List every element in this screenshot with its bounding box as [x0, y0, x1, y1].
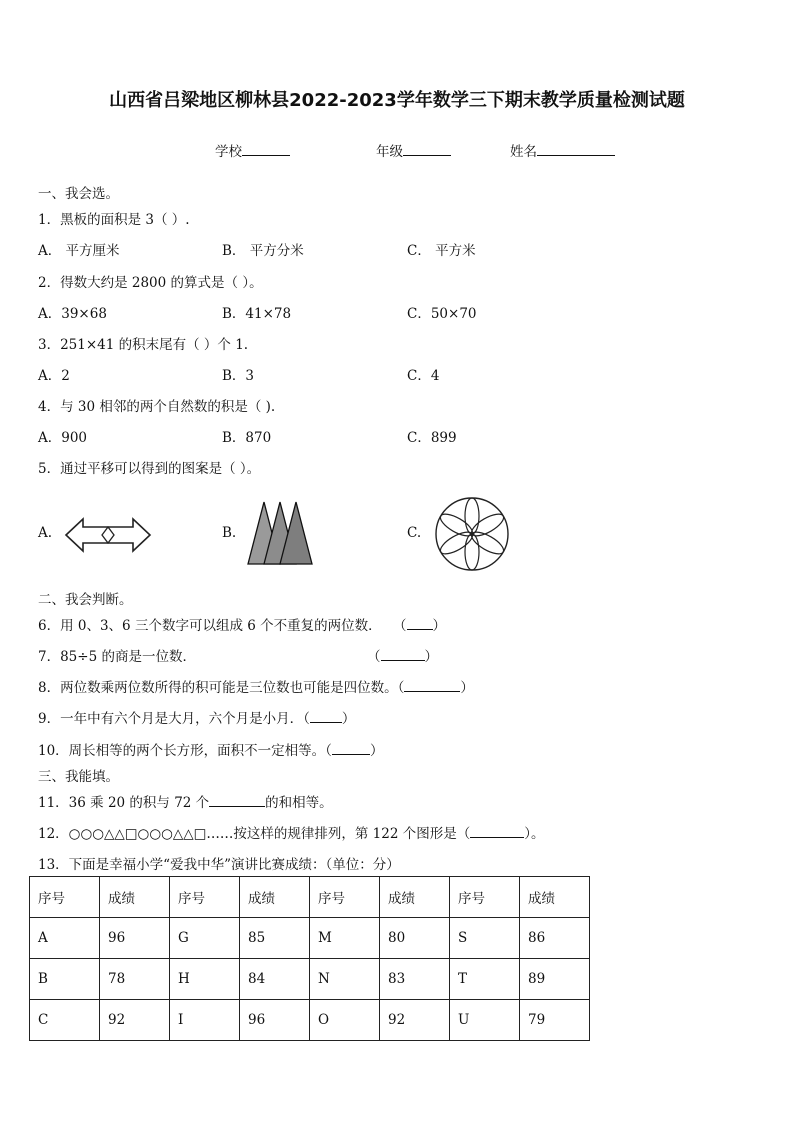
table-cell: A [30, 918, 100, 959]
q3-stem: 3．251×41 的积末尾有（ ）个 1. [38, 337, 249, 353]
table-cell: M [310, 918, 380, 959]
q12-text [38, 822, 545, 842]
q7-paren-right: ） [424, 649, 438, 665]
q4-option-c[interactable]: C．899 [407, 430, 457, 446]
table-header-cell: 成绩 [240, 877, 310, 918]
table-cell: G [170, 918, 240, 959]
table-cell: 84 [240, 959, 310, 1000]
q9-text [38, 707, 355, 727]
school-label: 学校 [215, 144, 242, 160]
q3-option-c[interactable]: C．4 [407, 368, 440, 384]
q11-text [38, 791, 333, 811]
q6-paren-left: （ [393, 618, 407, 634]
table-cell: H [170, 959, 240, 1000]
q4-stem: 4．与 30 相邻的两个自然数的积是（ ). [38, 399, 276, 415]
q8-blank[interactable] [404, 677, 460, 692]
table-cell: 78 [100, 959, 170, 1000]
q5-option-c[interactable]: C. [407, 525, 422, 541]
q4-option-b[interactable]: B．870 [222, 430, 272, 446]
grade-field[interactable] [376, 140, 451, 160]
q1-stem: 1．黑板的面积是 3（ ）. [38, 212, 190, 228]
q6-blank[interactable] [407, 615, 433, 630]
q13-stem: 13．下面是幸福小学“爱我中华”演讲比赛成绩：（单位：分） [38, 857, 400, 873]
table-cell: I [170, 1000, 240, 1041]
q9-text-main: 9．一年中有六个月是大月，六个月是小月．（ [38, 711, 310, 727]
q6-paren-right: ） [432, 618, 446, 634]
table-cell: 79 [520, 1000, 590, 1041]
table-cell: T [450, 959, 520, 1000]
table-header-cell: 序号 [450, 877, 520, 918]
q7-blank[interactable] [381, 646, 425, 661]
q11-text-b: 的和相等。 [265, 795, 333, 811]
scores-table [29, 876, 590, 1041]
q7-text: 7．85÷5 的商是一位数． [38, 649, 196, 665]
grade-blank[interactable] [403, 141, 451, 156]
table-header-cell: 成绩 [380, 877, 450, 918]
school-blank[interactable] [242, 141, 290, 156]
q1-option-b[interactable]: B． 平方分米 [222, 243, 304, 259]
table-cell: 92 [380, 1000, 450, 1041]
school-field[interactable] [215, 140, 290, 160]
table-cell: 85 [240, 918, 310, 959]
q5-option-b[interactable]: B. [222, 525, 237, 541]
grade-label: 年级 [376, 144, 403, 160]
table-header-cell: 成绩 [520, 877, 590, 918]
table-cell: U [450, 1000, 520, 1041]
name-field[interactable] [510, 140, 615, 160]
q10-text-main: 10．周长相等的两个长方形，面积不一定相等。（ [38, 743, 332, 759]
q8-text [38, 676, 474, 696]
table-cell: 89 [520, 959, 590, 1000]
table-header-cell: 成绩 [100, 877, 170, 918]
section-1-heading: 一、我会选。 [38, 186, 119, 202]
table-cell: B [30, 959, 100, 1000]
q7-paren-left: （ [367, 649, 381, 665]
table-cell: 80 [380, 918, 450, 959]
q1-option-c[interactable]: C． 平方米 [407, 243, 476, 259]
q5-stem: 5．通过平移可以得到的图案是（ ）。 [38, 461, 261, 477]
name-blank[interactable] [537, 141, 615, 156]
q2-stem: 2．得数大约是 2800 的算式是（ ）。 [38, 275, 263, 291]
q3-option-a[interactable]: A．2 [38, 368, 70, 384]
q12-text-a: 12．○○○△△□○○○△△□……按这样的规律排列，第 122 个图形是（ [38, 826, 471, 842]
table-cell: 96 [240, 1000, 310, 1041]
q3-option-b[interactable]: B．3 [222, 368, 255, 384]
q9-paren-right: ） [341, 711, 356, 727]
double-arrow-figure [64, 516, 152, 554]
q8-text-main: 8．两位数乘两位数所得的积可能是三位数也可能是四位数。（ [38, 680, 405, 696]
section-3-heading: 三、我能填。 [38, 769, 119, 785]
table-cell: 83 [380, 959, 450, 1000]
table-cell: 92 [100, 1000, 170, 1041]
q2-option-b[interactable]: B．41×78 [222, 306, 292, 322]
q10-paren-right: ） [369, 743, 384, 759]
triangles-figure [246, 500, 316, 566]
q6-text: 6．用 0、3、6 三个数字可以组成 6 个不重复的两位数． [38, 618, 382, 634]
q4-option-a[interactable]: A．900 [38, 430, 88, 446]
flower-circle-figure [432, 496, 512, 572]
name-label: 姓名 [510, 144, 537, 160]
q9-blank[interactable] [310, 708, 342, 723]
table-header-cell: 序号 [30, 877, 100, 918]
q6-answer[interactable] [393, 614, 446, 634]
table-cell: 86 [520, 918, 590, 959]
q10-text [38, 739, 383, 759]
q12-blank[interactable] [470, 823, 524, 838]
page-title: 山西省吕梁地区柳林县2022-2023学年数学三下期末教学质量检测试题 [109, 90, 685, 111]
q8-paren-right: ） [460, 680, 474, 696]
table-cell: O [310, 1000, 380, 1041]
table-cell: N [310, 959, 380, 1000]
q10-blank[interactable] [332, 740, 370, 755]
table-row [30, 959, 590, 1000]
q2-option-a[interactable]: A．39×68 [38, 306, 107, 322]
section-2-heading: 二、我会判断。 [38, 592, 133, 608]
q2-option-c[interactable]: C．50×70 [407, 306, 477, 322]
q1-option-a[interactable]: A． 平方厘米 [38, 243, 120, 259]
q7-answer[interactable] [367, 645, 438, 665]
table-cell: 96 [100, 918, 170, 959]
table-row [30, 1000, 590, 1041]
q11-text-a: 11．36 乘 20 的积与 72 个 [38, 795, 210, 811]
table-cell: S [450, 918, 520, 959]
table-cell: C [30, 1000, 100, 1041]
q11-blank[interactable] [209, 792, 265, 807]
table-header-row [30, 877, 590, 918]
q5-option-a[interactable]: A. [38, 525, 53, 541]
q12-text-b: ）。 [524, 826, 545, 842]
table-header-cell: 序号 [170, 877, 240, 918]
table-header-cell: 序号 [310, 877, 380, 918]
table-row [30, 918, 590, 959]
